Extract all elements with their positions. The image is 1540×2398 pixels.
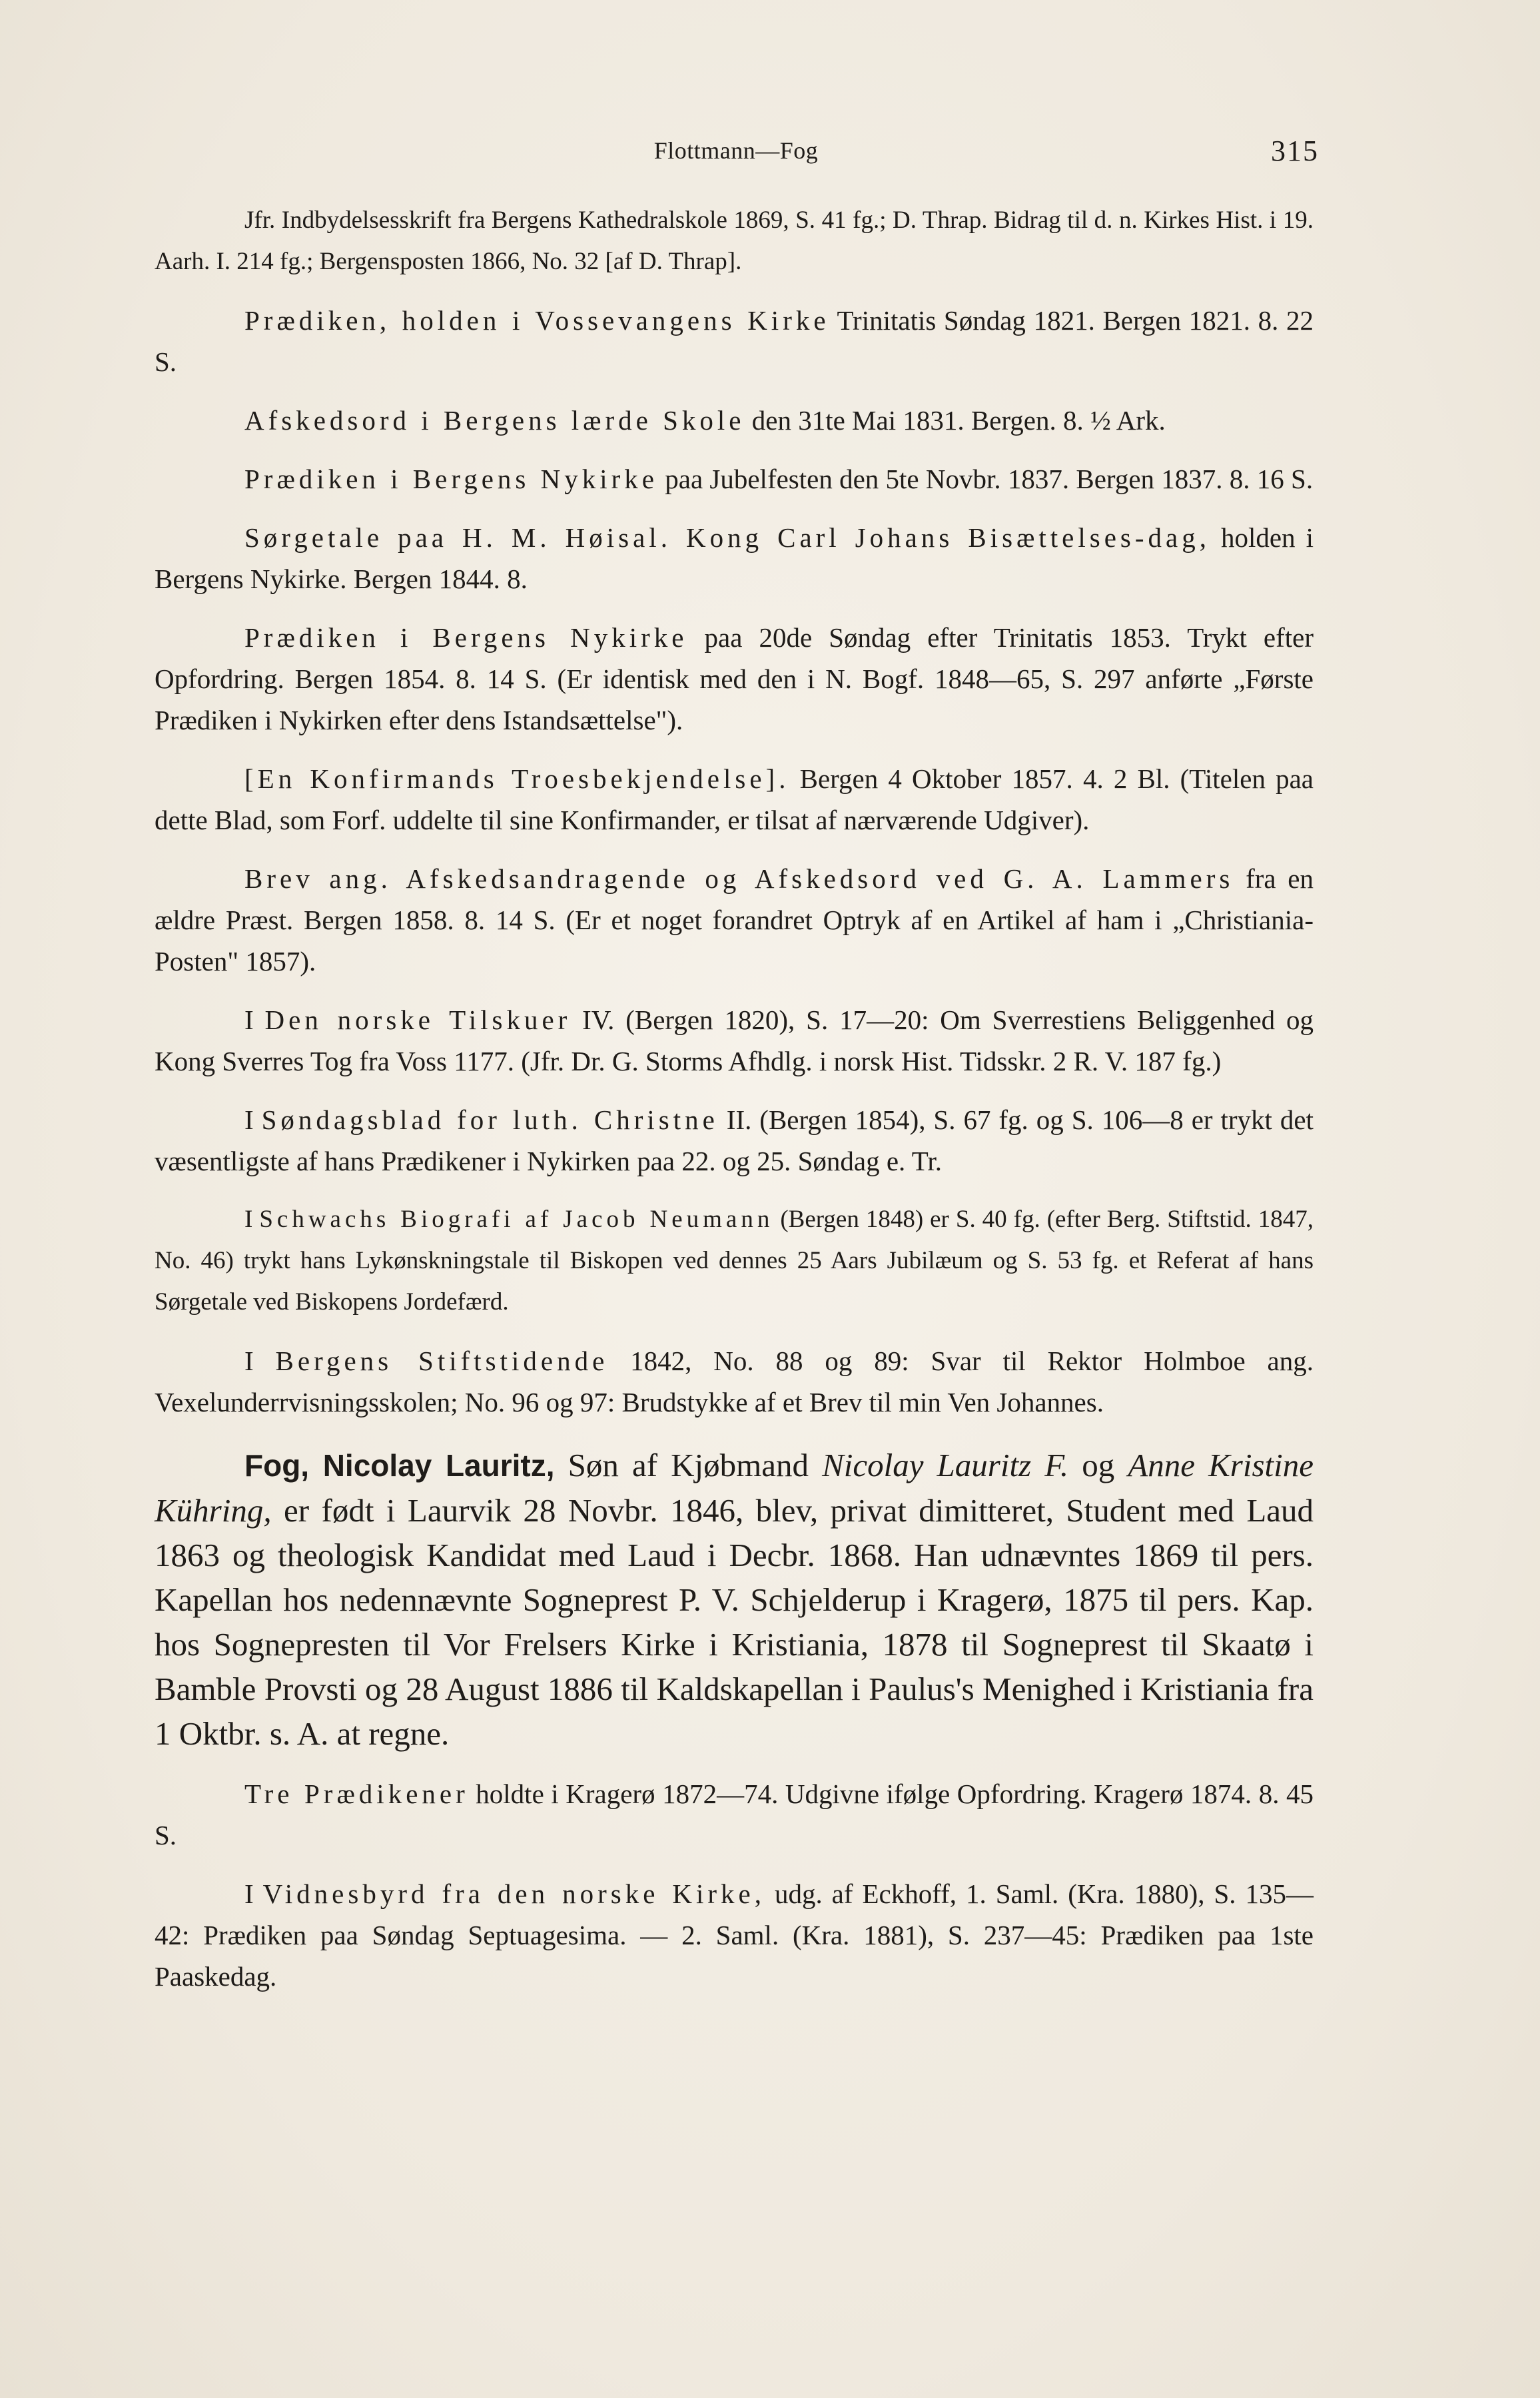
work-title: Søndagsblad for luth. Christne (261, 1104, 719, 1135)
work-details: holdte i Kragerø 1872—74. Udgivne ifølge Opfordring. Kragerø 1874. 8. 45 S. (155, 1779, 1314, 1850)
work-item (155, 758, 1314, 841)
work-title: Schwachs Biografi af Jacob Neumann (259, 1206, 774, 1233)
work-details: holden i Bergens Nykirke. Bergen 1844. 8. (155, 522, 1314, 594)
running-title: Flottmann—Fog (653, 137, 819, 164)
work-lead: I (244, 1878, 263, 1909)
work-item (155, 858, 1314, 982)
work-item (155, 300, 1314, 382)
running-header (153, 137, 1319, 177)
work-title: Prædiken i Bergens Nykirke (244, 622, 688, 653)
work-details: II. (Bergen 1854), S. 67 fg. og S. 106—8 er trykt det væsentligste af hans Prædikener i Nykirken paa 22. og 25. Søndag e. Tr. (155, 1104, 1314, 1176)
work-lead: I (244, 1346, 276, 1376)
work-details: paa 20de Søndag efter Trinitatis 1853. Trykt efter Opfordring. Bergen 1854. 8. 14 S. (Er identisk med den i N. Bogf. 1848—65, S. 297 anførte „Første Prædiken i Nykirken efter dens Istandsættelse"). (155, 622, 1314, 735)
entry-text-2: og (1068, 1447, 1128, 1483)
work-item (155, 617, 1314, 741)
reference-text: Jfr. Indbydelsesskrift fra Bergens Kathedralskole 1869, S. 41 fg.; D. Thrap. Bidrag til d. n. Kirkes Hist. i 19. Aarh. I. 214 fg.; Bergensposten 1866, No. 32 [af D. Thrap]. (155, 206, 1314, 275)
work-item (155, 517, 1314, 600)
body-text (155, 200, 1314, 2014)
work-title: [En Konfirmands Troesbekjendelse]. (244, 763, 790, 794)
work-title: Prædiken, holden i Vossevangens Kirke (244, 305, 830, 336)
work-title: Tre Prædikener (244, 1779, 469, 1809)
entry-name: Fog, Nicolay Lauritz, (244, 1448, 555, 1483)
work-lead: I (244, 1104, 262, 1135)
fog-work-item (155, 1773, 1314, 1856)
biography-entry (155, 1443, 1314, 1756)
work-title: Prædiken i Bergens Nykirke (244, 464, 658, 494)
work-title: Vidnesbyrd fra den norske Kirke, (262, 1878, 765, 1909)
work-title: Sørgetale paa H. M. Høisal. Kong Carl Johans Bisættelses-dag, (244, 522, 1210, 553)
work-details: paa Jubelfesten den 5te Novbr. 1837. Bergen 1837. 8. 16 S. (658, 464, 1314, 494)
work-lead: I (244, 1004, 265, 1035)
fog-work-item (155, 1873, 1314, 1997)
work-details: fra en ældre Præst. Bergen 1858. 8. 14 S. (Er et noget forandret Optryk af en Artikel af ham i „Christiania-Posten" 1857). (155, 863, 1314, 977)
work-item (155, 1099, 1314, 1182)
work-title: Den norske Tilskuer (264, 1004, 572, 1035)
entry-text-1: Søn af Kjøbmand (554, 1447, 823, 1483)
work-details: (Bergen 1848) er S. 40 fg. (efter Berg. Stiftstid. 1847, No. 46) trykt hans Lykønskningstale til Biskopen ved dennes 25 Aars Jubilæum og S. 53 fg. et Referat af hans Sørgetale ved Biskopens Jordefærd. (155, 1206, 1314, 1316)
entry-mother: Anne Kristine Kühring, (155, 1447, 1314, 1529)
work-details: udg. af Eckhoff, 1. Saml. (Kra. 1880), S. 135—42: Prædiken paa Søndag Septuagesima. — 2. Saml. (Kra. 1881), S. 237—45: Prædiken paa 1ste Paaskedag. (155, 1878, 1314, 1992)
work-details: 1842, No. 88 og 89: Svar til Rektor Holmboe ang. Vexelunderrvisningsskolen; No. 96 og 97: Brudstykke af et Brev til min Ven Johannes. (155, 1346, 1314, 1417)
work-item (155, 400, 1314, 441)
page-number: 315 (1271, 135, 1319, 167)
work-title: Bergens Stiftstidende (275, 1346, 609, 1376)
work-details: IV. (Bergen 1820), S. 17—20: Om Sverrestiens Beliggenhed og Kong Sverres Tog fra Voss 1177. (Jfr. Dr. G. Storms Afhdlg. i norsk Hist. Tidsskr. 2 R. V. 187 fg.) (155, 1004, 1314, 1076)
work-title: Brev ang. Afskedsandragende og Afskedsord ved G. A. Lammers (244, 863, 1234, 894)
entry-father: Nicolay Lauritz F. (822, 1447, 1069, 1483)
work-details: Bergen 4 Oktober 1857. 4. 2 Bl. (Titelen paa dette Blad, som Forf. uddelte til sine Konfirmander, er tilsat af nærværende Udgiver). (155, 763, 1314, 835)
work-item (155, 458, 1314, 500)
work-details: den 31te Mai 1831. Bergen. 8. ½ Ark. (745, 405, 1166, 436)
entry-text-3: er født i Laurvik 28 Novbr. 1846, blev, privat dimitteret, Student med Laud 1863 og theologisk Kandidat med Laud i Decbr. 1868. Han udnævntes 1869 til pers. Kapellan hos nedennævnte Sogneprest P. V. Schjelderup i Kragerø, 1875 til pers. Kap. hos Sognepresten til Vor Frelsers Kirke i Kristiania, 1878 til Sogneprest til Skaatø i Bamble Provsti og 28 August 1886 til Kaldskapellan i Paulus's Menighed i Kristiania fra 1 Oktbr. s. A. at regne. (155, 1492, 1314, 1752)
work-item (155, 1340, 1314, 1423)
reference-paragraph (155, 200, 1314, 282)
work-item (155, 999, 1314, 1082)
work-title: Afskedsord i Bergens lærde Skole (244, 405, 745, 436)
work-lead: I (244, 1206, 260, 1233)
work-item (155, 1199, 1314, 1323)
work-details: Trinitatis Søndag 1821. Bergen 1821. 8. 22 S. (155, 305, 1314, 377)
